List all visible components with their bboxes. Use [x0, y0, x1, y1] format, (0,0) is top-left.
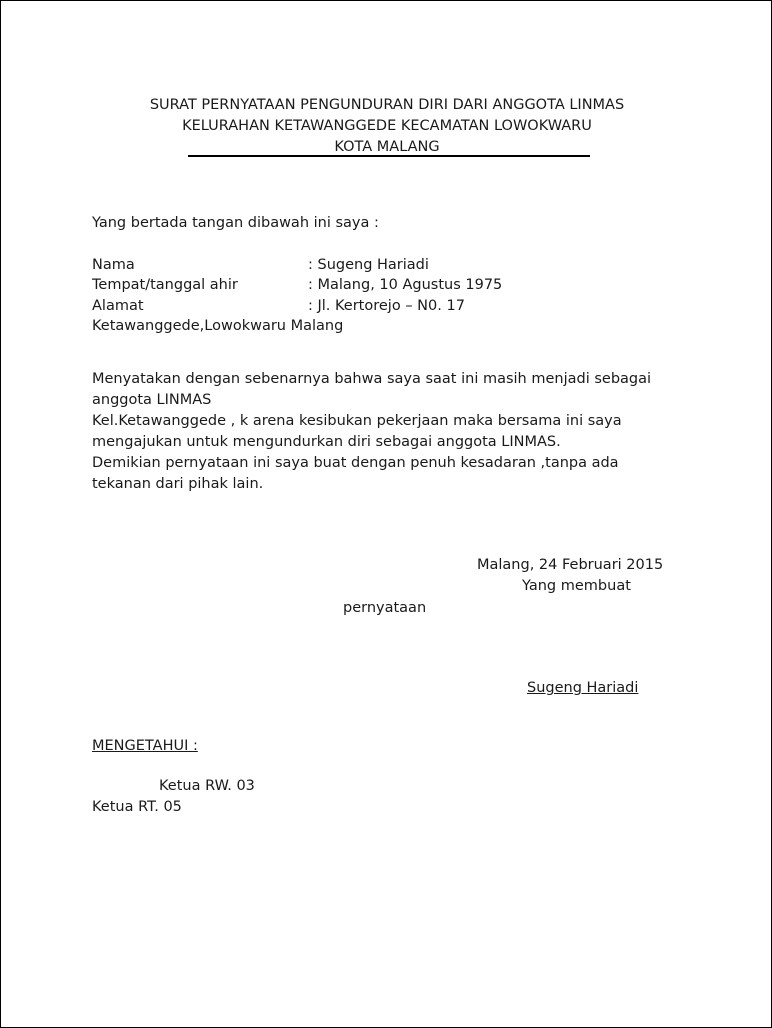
statement-line-3: Kel.Ketawanggede , k arena kesibukan pekerjaan maka bersama ini saya — [92, 413, 622, 429]
title-line-1: SURAT PERNYATAAN PENGUNDURAN DIRI DARI ANGGOTA LINMAS — [149, 97, 625, 113]
maker-line-1: Yang membuat — [522, 578, 631, 594]
maker-line-2: pernyataan — [343, 600, 427, 616]
address-continuation: Ketawanggede,Lowokwaru Malang — [92, 318, 344, 334]
signer-name: Sugeng Hariadi — [527, 680, 639, 696]
birth-value: : Malang, 10 Agustus 1975 — [308, 277, 503, 293]
statement-line-1: Menyatakan dengan sebenarnya bahwa saya saat ini masih menjadi sebagai — [92, 371, 652, 387]
name-value: : Sugeng Hariadi — [308, 257, 429, 273]
title-line-2: KELURAHAN KETAWANGGEDE KECAMATAN LOWOKWARU — [182, 118, 592, 134]
acknowledge-label: MENGETAHUI : — [92, 738, 198, 754]
statement-line-4: mengajukan untuk mengundurkan diri sebagai anggota LINMAS. — [92, 434, 561, 450]
address-label: Alamat — [92, 298, 144, 314]
rw-head: Ketua RW. 03 — [159, 778, 255, 794]
intro-text: Yang bertada tangan dibawah ini saya : — [92, 215, 379, 231]
rt-head: Ketua RT. 05 — [92, 799, 182, 815]
title-underline — [188, 155, 590, 157]
statement-line-5: Demikian pernyataan ini saya buat dengan penuh kesadaran ,tanpa ada — [92, 455, 619, 471]
address-value: : Jl. Kertorejo – N0. 17 — [308, 298, 465, 314]
statement-line-6: tekanan dari pihak lain. — [92, 476, 264, 492]
birth-label: Tempat/tanggal ahir — [92, 277, 238, 293]
name-label: Nama — [92, 257, 135, 273]
title-line-3: KOTA MALANG — [334, 139, 440, 155]
place-date: Malang, 24 Februari 2015 — [477, 557, 664, 573]
statement-line-2: anggota LINMAS — [92, 392, 212, 408]
